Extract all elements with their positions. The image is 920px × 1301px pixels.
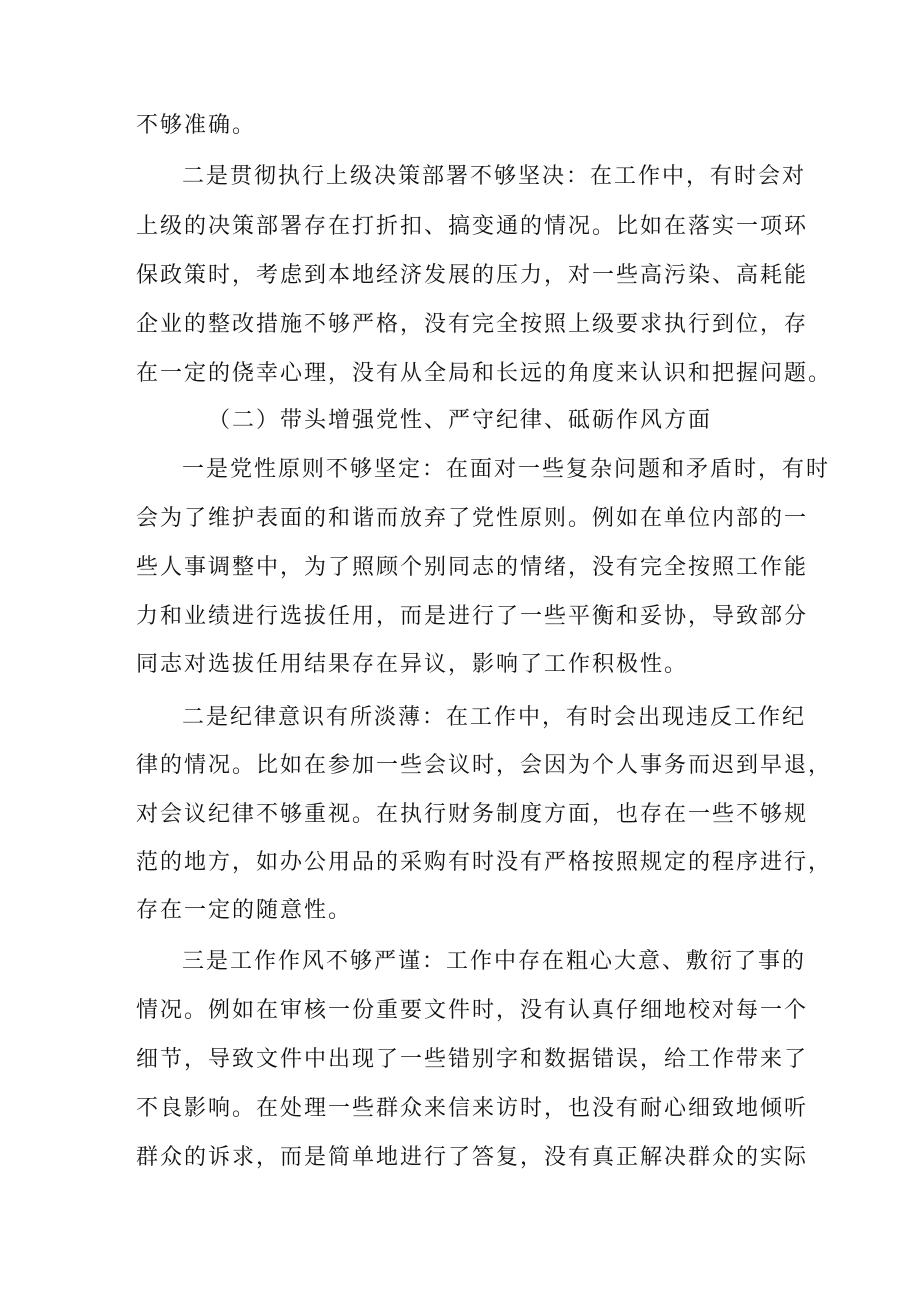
text-line: 三是工作作风不够严谨：工作中存在粗心大意、敷衍了事的 xyxy=(182,949,807,974)
text-line: 不够准确。 xyxy=(136,113,257,138)
text-line: 对会议纪律不够重视。在执行财务制度方面，也存在一些不够规 xyxy=(136,802,809,827)
text-line: 会为了维护表面的和谐而放弃了党性原则。例如在单位内部的一 xyxy=(136,506,809,531)
text-line: 范的地方，如办公用品的采购有时没有严格按照规定的程序进行， xyxy=(136,850,833,875)
text-line: 在一定的侥幸心理，没有从全局和长远的角度来认识和把握问题。 xyxy=(136,361,833,386)
text-line: 细节，导致文件中出现了一些错别字和数据错误，给工作带来了 xyxy=(136,1047,809,1072)
text-line: 一是党性原则不够坚定：在面对一些复杂问题和矛盾时，有时 xyxy=(182,457,831,482)
text-line: 力和业绩进行选拔任用，而是进行了一些平衡和妥协，导致部分 xyxy=(136,604,809,629)
text-line: 二是贯彻执行上级决策部署不够坚决：在工作中，有时会对 xyxy=(182,164,807,189)
text-line: 些人事调整中，为了照顾个别同志的情绪，没有完全按照工作能 xyxy=(136,555,809,580)
text-line: 保政策时，考虑到本地经济发展的压力，对一些高污染、高耗能 xyxy=(136,263,809,288)
text-line: 二是纪律意识有所淡薄：在工作中，有时会出现违反工作纪 xyxy=(182,705,807,730)
text-line: 上级的决策部署存在打折扣、搞变通的情况。比如在落实一项环 xyxy=(136,214,809,239)
text-line: 存在一定的随意性。 xyxy=(136,898,353,923)
text-line: 群众的诉求，而是简单地进行了答复，没有真正解决群众的实际 xyxy=(136,1145,809,1170)
section-heading: （二）带头增强党性、严守纪律、砥砺作风方面 xyxy=(208,408,713,433)
text-line: 不良影响。在处理一些群众来信来访时，也没有耐心细致地倾听 xyxy=(136,1096,809,1121)
text-line: 情况。例如在审核一份重要文件时，没有认真仔细地校对每一个 xyxy=(136,998,809,1023)
text-line: 企业的整改措施不够严格，没有完全按照上级要求执行到位，存 xyxy=(136,312,809,337)
text-line: 同志对选拔任用结果存在异议，影响了工作积极性。 xyxy=(136,652,689,677)
text-line: 律的情况。比如在参加一些会议时，会因为个人事务而迟到早退， xyxy=(136,753,833,778)
